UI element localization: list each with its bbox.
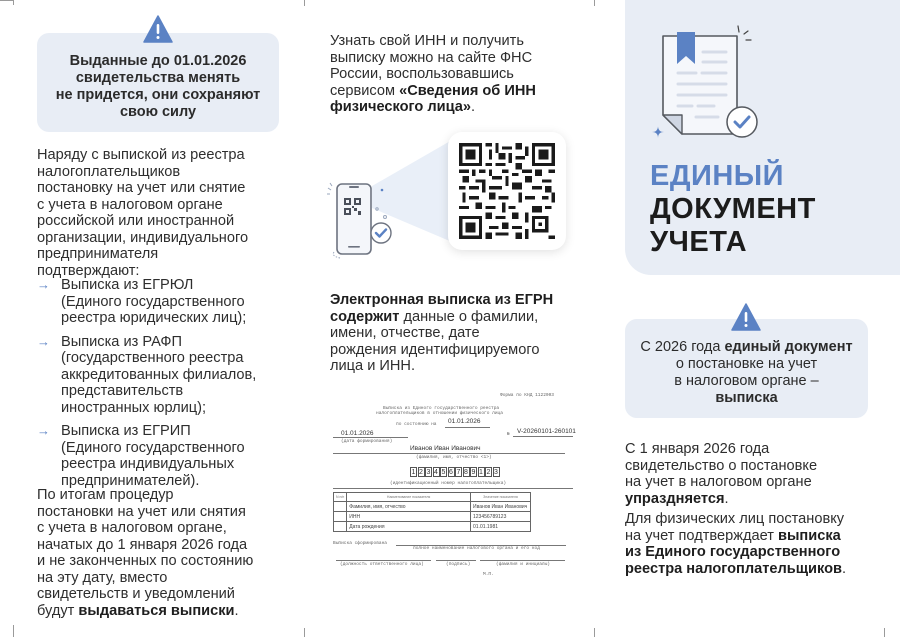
text-line: с учета в налоговом органе, [37, 520, 227, 536]
form-line [333, 488, 573, 489]
text-line [330, 309, 553, 326]
inn-digit: 8 [464, 469, 468, 476]
title-line-accent: ЕДИНЫЙ [650, 160, 785, 192]
text-line: иностранных юрлиц); [61, 399, 207, 416]
arrow-right-icon: → [37, 423, 50, 438]
callout-line: свою силу [119, 103, 197, 120]
text-line: налогоплательщиков [37, 163, 181, 180]
text-line: российской или иностранной [37, 213, 235, 229]
text-line: предпринимателей). [61, 472, 200, 489]
table-cell: 123456789123 [471, 512, 531, 522]
callout-line: о постановке на учет [675, 355, 818, 372]
form-code: Форма по КНД 1122003 [500, 393, 555, 398]
table-cell: Фамилия, имя, отчество [347, 502, 471, 512]
text-line [330, 83, 536, 100]
text-line: подтверждают: [37, 262, 140, 279]
issue-date-caption: (дата формирования) [341, 439, 393, 444]
text-line [625, 561, 846, 578]
list-item [37, 334, 256, 417]
list-item [37, 277, 256, 327]
text-line: свидетельств и уведомлений [37, 586, 235, 602]
text-line [37, 603, 253, 620]
inn-digit: 2 [419, 469, 423, 476]
inn-digit: 2 [486, 469, 491, 476]
egrn-paragraph [330, 292, 553, 375]
text-line: реестра индивидуальных [61, 456, 235, 472]
text-bold: выдаваться выписки [78, 602, 235, 619]
inn-digit: 1 [479, 469, 483, 476]
as-of-label: по состоянию на [396, 422, 437, 427]
individuals-paragraph [625, 511, 846, 577]
form-line [445, 427, 490, 428]
inn-caption: (идентификационный номер налогоплательщика) [390, 481, 507, 486]
table-cell: Иванов Иван Иванович [471, 502, 531, 512]
callout-line: в налоговом органе – [674, 372, 819, 389]
title-line: ДОКУМЕНТ [650, 193, 816, 225]
phone-scan-icon [327, 180, 399, 260]
text-plain: сервисом [330, 82, 400, 99]
text-plain: . [724, 490, 729, 507]
text-line: аккредитованных филиалов, [61, 366, 257, 383]
form-line [333, 437, 408, 438]
text-line: представительств [61, 383, 184, 399]
text-line: России, воспользовавшись [330, 66, 514, 82]
text-bold: выписка [715, 389, 778, 406]
left-panel [0, 0, 300, 637]
form-title: налогоплательщиков в отношении физического лица [376, 411, 503, 416]
text-line: Выписка из ЕГРЮЛ [61, 277, 194, 293]
inn-digit: 7 [456, 469, 461, 476]
table-header-row [334, 493, 531, 502]
text-bold: упраздняется [625, 490, 725, 507]
full-name-caption: (фамилия, имя, отчество <1>) [416, 455, 492, 460]
text-plain: . [471, 99, 476, 115]
text-line: рождения идентифицируемого [330, 341, 540, 358]
form-line [336, 560, 431, 561]
notice-callout [625, 319, 868, 418]
text-line: выписку можно на сайте ФНС [330, 49, 533, 66]
text-line: лица и ИНН. [330, 358, 416, 374]
text-line: (Единого государственного [61, 293, 245, 310]
table-row [334, 522, 531, 532]
form-line [513, 436, 573, 437]
form-line [480, 560, 565, 561]
issued-by-caption: полное наименование налогового органа и его код [413, 546, 540, 551]
warning-triangle-icon [143, 15, 173, 43]
text-line [625, 491, 817, 508]
text-bold: реестра налогоплательщиков [625, 560, 843, 577]
text-line: имени, отчестве, дате [330, 325, 480, 341]
inn-digit: 5 [441, 469, 446, 476]
text-bold: выписка [777, 527, 841, 544]
title-line: УЧЕТА [650, 226, 748, 258]
qr-code-card[interactable] [448, 132, 566, 250]
callout-line: не придется, они сохраняют [55, 86, 261, 103]
text-line: С 1 января 2026 года [625, 441, 770, 457]
document-check-icon [648, 22, 763, 142]
text-line: постановку на учет или снятие [37, 180, 246, 196]
signature-caption: (фамилия и инициалы) [496, 562, 551, 567]
text-line: (Единого государственного [61, 439, 245, 456]
table-cell [334, 522, 347, 532]
sample-extract-form [328, 388, 583, 588]
callout-line [640, 390, 852, 407]
text-line [330, 292, 553, 309]
intro-paragraph [37, 147, 248, 279]
full-name: Иванов Иван Иванович [410, 445, 481, 452]
service-name: физического лица» [330, 99, 471, 115]
text-line [330, 99, 536, 116]
text-plain: данные о фамилии, [399, 308, 539, 325]
callout-line: Выданные до 01.01.2026 [69, 52, 247, 69]
crop-mark [884, 628, 885, 637]
text-plain: С 2026 года [640, 338, 725, 355]
text-line: постановки на учет или снятия [37, 503, 246, 520]
signature-caption: (подпись) [446, 562, 471, 567]
list-item [37, 423, 256, 489]
callout-line: свидетельства менять [75, 69, 241, 86]
arrow-right-icon: → [37, 333, 50, 349]
number-prefix: № [507, 432, 510, 437]
table-cell: Дата рождения [347, 522, 471, 532]
table-cell [334, 512, 347, 522]
issued-by-label: Выписка сформирована [333, 541, 388, 546]
text-line: Выписка из РАФП [61, 333, 182, 350]
text-line: предпринимателя [37, 246, 159, 262]
callout-line [640, 339, 852, 356]
inn-digit: 6 [449, 469, 453, 476]
register-list [37, 277, 256, 496]
text-line: свидетельство о постановке [625, 457, 818, 474]
inn-digit: 3 [426, 469, 431, 476]
extract-table [333, 492, 531, 532]
inn-paragraph [330, 33, 536, 116]
text-line: По итогам процедур [37, 487, 174, 503]
text-line: на эту дату, вместо [37, 569, 168, 586]
text-line: реестра юридических лиц); [61, 310, 247, 326]
extract-number: V-20260101-260101 [517, 428, 576, 435]
issue-date: 01.01.2026 [341, 430, 374, 437]
form-line [333, 453, 565, 454]
text-line: (государственного реестра [61, 350, 244, 366]
text-line: на учет в налоговом органе [625, 474, 812, 490]
text-bold: Электронная выписка из ЕГРН [330, 292, 554, 308]
column-header: Наименование показателя [347, 493, 471, 502]
inn-digit-boxes [410, 467, 500, 477]
notice-callout [37, 33, 279, 132]
text-line [625, 544, 846, 561]
column-header: N п/п [334, 493, 347, 502]
text-line: Наряду с выпиской из реестра [37, 147, 245, 163]
form-line [436, 560, 476, 561]
text-line [625, 528, 846, 545]
inn-digit: 4 [434, 469, 438, 476]
text-bold: из Единого государственного [625, 544, 841, 560]
text-line: Для физических лиц постановку [625, 511, 845, 527]
table-row [334, 502, 531, 512]
inn-digit: 1 [411, 469, 416, 476]
inn-digit: 9 [471, 469, 476, 476]
text-plain: на учет подтверждает [625, 527, 778, 544]
text-line: и не законченных по состоянию [37, 553, 254, 569]
text-bold: содержит [330, 308, 400, 325]
table-cell: ИНН [347, 512, 471, 522]
table-row [334, 512, 531, 522]
arrow-right-icon: → [37, 277, 50, 292]
text-bold: единый документ [724, 338, 853, 355]
text-line: с учета в налоговом органе [37, 196, 223, 213]
form-title: Выписка из Единого государственного реестра [383, 406, 500, 411]
text-plain: . [842, 560, 847, 577]
text-line: Узнать свой ИНН и получить [330, 33, 524, 49]
inn-digit: 3 [494, 469, 498, 476]
service-name: «Сведения об ИНН [399, 82, 536, 99]
as-of-date: 01.01.2026 [448, 418, 481, 425]
text-plain: . [234, 602, 239, 619]
hero-title [650, 160, 816, 259]
abolition-paragraph [625, 441, 817, 507]
outro-paragraph [37, 487, 253, 619]
qr-code-icon [459, 143, 555, 239]
warning-triangle-icon [731, 303, 761, 331]
text-plain: будут [37, 602, 79, 619]
signature-caption: (должность ответственного лица) [340, 562, 424, 567]
stamp-mark: М.П. [483, 572, 494, 577]
table-cell: 01.01.1981 [471, 522, 531, 532]
column-header: Значение показателя [471, 493, 531, 502]
text-line: организации, индивидуального [37, 229, 249, 246]
text-line: Выписка из ЕГРИП [61, 423, 191, 439]
table-cell [334, 502, 347, 512]
text-line: начатых до 1 января 2026 года [37, 536, 248, 553]
